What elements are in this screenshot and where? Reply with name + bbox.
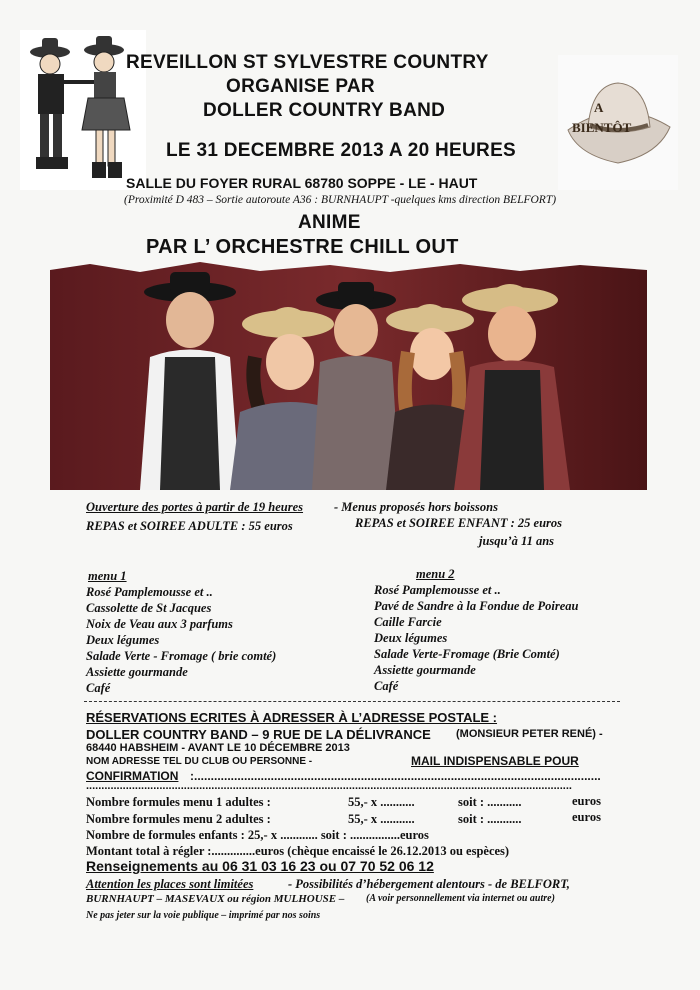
total-row: Montant total à régler :..............euros (chèque encaissé le 26.12.2013 ou espèces) <box>86 844 510 858</box>
menu-1-item: Assiette gourmande <box>86 665 188 679</box>
reservation-city: 68440 HABSHEIM - AVANT LE 10 DÉCEMBRE 2013 <box>86 742 350 754</box>
reservation-address: DOLLER COUNTRY BAND – 9 RUE DE LA DÉLIVRANCE <box>86 727 431 742</box>
menu-2 <box>374 568 579 694</box>
menu-1-item: Cassolette de St Jacques <box>86 601 212 615</box>
title-line-3: DOLLER COUNTRY BAND <box>203 100 446 121</box>
children-count-row: Nombre de formules enfants : 25,- x ............ soit : ................euros <box>86 828 429 842</box>
reservation-confirmation: CONFIRMATION <box>86 769 179 783</box>
separator <box>84 701 620 702</box>
menu-1-title: menu 1 <box>88 569 127 583</box>
venue-directions: (Proximité D 483 – Sortie autoroute A36 : BURNHAUPT -quelques kms direction BELFORT) <box>124 194 557 206</box>
reservation-fields: NOM ADRESSE TEL DU CLUB OU PERSONNE - <box>86 756 313 767</box>
band-photo <box>50 262 647 490</box>
opening-hours: Ouverture des portes à partir de 19 heures <box>86 500 304 514</box>
menu2-unit: euros <box>572 810 601 824</box>
footer-note: Ne pas jeter sur la voie publique – imprimé par nos soins <box>86 910 321 921</box>
title-line-1: REVEILLON ST SYLVESTRE COUNTRY <box>126 52 489 73</box>
menu-1-item: Café <box>86 681 111 695</box>
event-date: LE 31 DECEMBRE 2013 A 20 HEURES <box>166 140 517 161</box>
hat-label-top: A <box>594 100 604 115</box>
menu2-soit: soit : ........... <box>458 812 522 826</box>
adult-price: REPAS et SOIREE ADULTE : 55 euros <box>86 519 293 533</box>
reservation-mail-required: MAIL INDISPENSABLE POUR <box>411 754 579 768</box>
menu-2-item: Caille Farcie <box>374 615 442 629</box>
menu-2-item: Café <box>374 679 399 693</box>
menu-2-title: menu 2 <box>416 567 455 581</box>
menu-1-item: Noix de Veau aux 3 parfums <box>86 617 233 631</box>
renseignements-phone: Renseignements au 06 31 03 16 23 ou 07 70 52 06 12 <box>86 858 434 874</box>
reservation-contact: (MONSIEUR PETER RENÉ) - <box>456 728 603 740</box>
dancers-illustration <box>18 22 148 192</box>
menu1-soit: soit : ........... <box>458 795 522 809</box>
menu-1 <box>86 570 276 696</box>
menu-2-item: Rosé Pamplemousse et .. <box>374 583 501 597</box>
child-price: REPAS et SOIREE ENFANT : 25 euros <box>355 516 562 530</box>
child-age: jusqu’à 11 ans <box>479 534 555 548</box>
menu2-price: 55,- x ........... <box>348 812 415 826</box>
title-line-2: ORGANISE PAR <box>226 76 375 97</box>
reservation-blank-dots: ............................................................................................................................................................... <box>86 780 572 792</box>
menu1-price: 55,- x ........... <box>348 795 415 809</box>
orchestre-label: PAR L’ ORCHESTRE CHILL OUT <box>146 236 459 258</box>
voir-internet: (A voir personnellement via internet ou autre) <box>366 893 555 904</box>
reservation-confirmation-dots: :.......................................................................................................................... <box>190 769 601 783</box>
menu-2-item: Salade Verte-Fromage (Brie Comté) <box>374 647 560 661</box>
menu1-unit: euros <box>572 794 601 808</box>
menu-2-item: Deux légumes <box>374 631 448 645</box>
anime-label: ANIME <box>298 212 361 233</box>
menu-2-item: Assiette gourmande <box>374 663 476 677</box>
menu-2-item: Pavé de Sandre à la Fondue de Poireau <box>374 599 579 613</box>
reservation-title: RÉSERVATIONS ECRITES À ADRESSER À L’ADRESSE POSTALE : <box>86 710 498 725</box>
menu-1-item: Rosé Pamplemousse et .. <box>86 585 213 599</box>
menu1-count-label: Nombre formules menu 1 adultes : <box>86 795 271 809</box>
hebergement-info: - Possibilités d’hébergement alentours - de BELFORT, <box>288 877 570 891</box>
menu2-count-label: Nombre formules menu 2 adultes : <box>86 812 271 826</box>
menu-1-item: Deux légumes <box>86 633 160 647</box>
attention-places: Attention les places sont limitées <box>86 877 254 891</box>
hebergement-regions: BURNHAUPT – MASEVAUX ou région MULHOUSE – <box>86 893 345 905</box>
menus-note: - Menus proposés hors boissons <box>334 500 498 514</box>
hat-label-bottom: BIENTÔT <box>572 120 632 135</box>
venue-salle: SALLE DU FOYER RURAL 68780 SOPPE - LE - HAUT <box>126 175 478 191</box>
menu-1-item: Salade Verte - Fromage ( brie comté) <box>86 649 277 663</box>
